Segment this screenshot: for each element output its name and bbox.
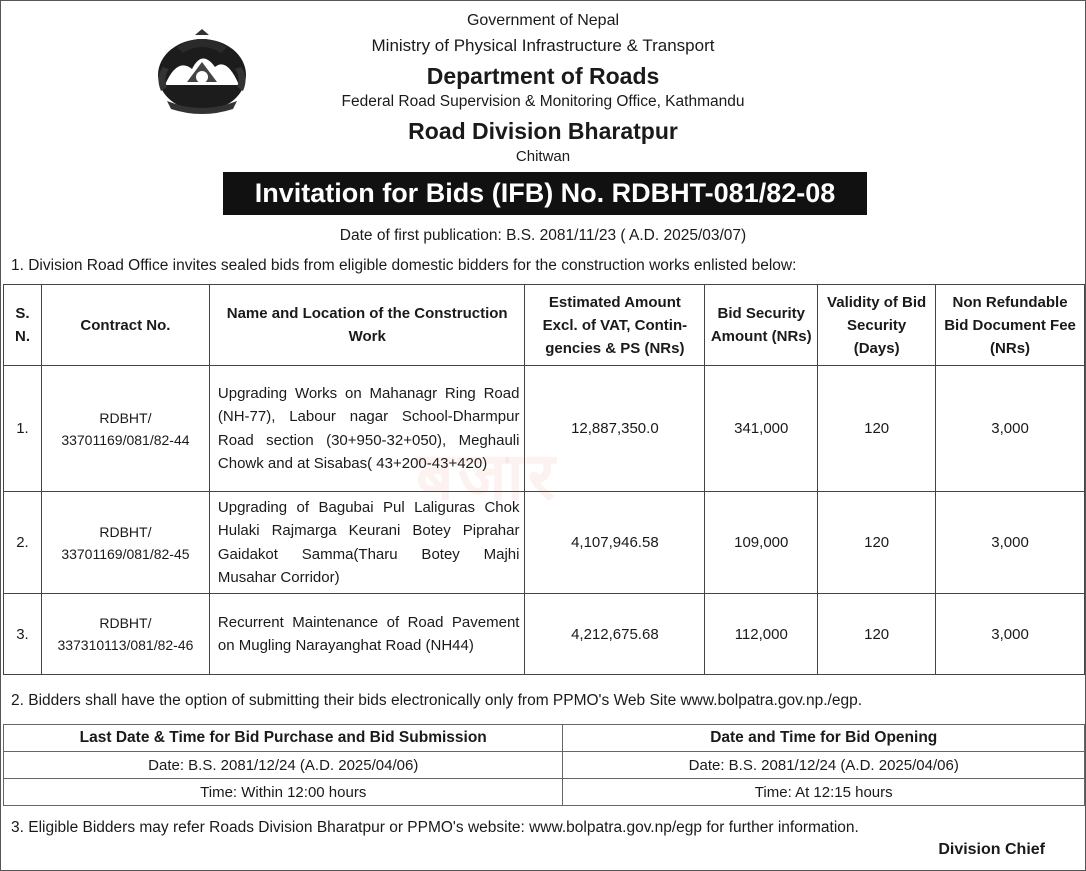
- cell-contract: [41, 594, 209, 675]
- col-header-contract: Contract No.: [41, 285, 209, 366]
- col-header-sn: S. N.: [4, 285, 42, 366]
- cell-validity: 120: [818, 594, 936, 675]
- cell-fee: 3,000: [936, 366, 1085, 492]
- contract-prefix: RDBHT/: [99, 615, 152, 631]
- cell-validity: 120: [818, 366, 936, 492]
- cell-estimate: 4,107,946.58: [525, 492, 705, 594]
- cell-fee: 3,000: [936, 492, 1085, 594]
- government-name: Government of Nepal: [466, 12, 620, 29]
- cell-validity: 120: [818, 492, 936, 594]
- col-header-work: Name and Location of the Construction Work: [209, 285, 525, 366]
- dates-table: [3, 724, 1085, 806]
- cell-work: Upgrading of Bagubai Pul Laliguras Chok Hulaki Rajmarga Keurani Botey Piprahar Gaidakot Samma(Tharu Botey Majhi Musahar Corridor): [209, 492, 525, 594]
- col-header-security: Bid Security Amount (NRs): [705, 285, 818, 366]
- ministry-name: Ministry of Physical Infrastructure & Transport: [371, 36, 715, 55]
- watermark: बजार: [416, 439, 559, 513]
- opening-date: Date: B.S. 2081/12/24 (A.D. 2025/04/06): [563, 752, 1085, 779]
- col-header-validity: Validity of Bid Security (Days): [818, 285, 936, 366]
- cell-contract: [41, 492, 209, 594]
- publication-date: Date of first publication: B.S. 2081/11/23 ( A.D. 2025/03/07): [339, 227, 747, 244]
- cell-security: 341,000: [705, 366, 818, 492]
- opening-time: Time: At 12:15 hours: [563, 779, 1085, 806]
- contract-prefix: RDBHT/: [99, 523, 152, 540]
- table-header-row: [4, 285, 1085, 366]
- cell-sn: 3.: [4, 594, 42, 675]
- cell-estimate: 4,212,675.68: [525, 594, 705, 675]
- ifb-title-banner: Invitation for Bids (IFB) No. RDBHT-081/82-08: [223, 172, 867, 215]
- contract-number: 33701169/081/82-45: [61, 545, 190, 562]
- table-row: [4, 492, 1085, 594]
- bids-table: [3, 284, 1085, 675]
- submission-time: Time: Within 12:00 hours: [4, 779, 563, 806]
- dates-header-submission: Last Date & Time for Bid Purchase and Bid Submission: [4, 725, 563, 752]
- submission-date: Date: B.S. 2081/12/24 (A.D. 2025/04/06): [4, 752, 563, 779]
- contract-number: 33701169/081/82-44: [61, 431, 190, 448]
- intro-paragraph: 1. Division Road Office invites sealed bids from eligible domestic bidders for the construction works enlisted below:: [11, 257, 797, 274]
- table-row: [4, 594, 1085, 675]
- cell-work: Recurrent Maintenance of Road Pavement on Mugling Narayanghat Road (NH44): [209, 594, 525, 675]
- dates-header-row: [4, 725, 1085, 752]
- division-name: Road Division Bharatpur: [408, 118, 678, 144]
- office-name: Federal Road Supervision & Monitoring Office, Kathmandu: [341, 93, 745, 110]
- notice-header: [1, 1, 1085, 251]
- cell-work: Upgrading Works on Mahanagr Ring Road (NH-77), Labour nagar School-Dharmpur Road section (30+950-32+050), Meghauli Chowk and at Sisabas( 43+200-43+420): [209, 366, 525, 492]
- dates-time-row: [4, 779, 1085, 806]
- table-row: [4, 366, 1085, 492]
- cell-security: 112,000: [705, 594, 818, 675]
- cell-security: 109,000: [705, 492, 818, 594]
- cell-fee: 3,000: [936, 594, 1085, 675]
- contract-number: 337310113/081/82-46: [57, 637, 194, 653]
- cell-estimate: 12,887,350.0: [525, 366, 705, 492]
- dates-header-opening: Date and Time for Bid Opening: [563, 725, 1085, 752]
- col-header-estimate: Estimated Amount Excl. of VAT, Contin-gencies & PS (NRs): [525, 285, 705, 366]
- col-header-fee: Non Refundable Bid Document Fee (NRs): [936, 285, 1085, 366]
- cell-sn: 1.: [4, 366, 42, 492]
- contract-prefix: RDBHT/: [99, 409, 152, 426]
- cell-sn: 2.: [4, 492, 42, 594]
- dates-date-row: [4, 752, 1085, 779]
- note-electronic-submission: 2. Bidders shall have the option of submitting their bids electronically only from PPMO's Web Site www.bolpatra.gov.np./egp.: [11, 692, 863, 709]
- signature-title: Division Chief: [938, 841, 1045, 858]
- note-further-information: 3. Eligible Bidders may refer Roads Division Bharatpur or PPMO's website: www.bolpatra.gov.np/egp for further information.: [11, 819, 859, 836]
- department-name: Department of Roads: [426, 63, 660, 89]
- cell-contract: [41, 366, 209, 492]
- district-name: Chitwan: [515, 148, 571, 165]
